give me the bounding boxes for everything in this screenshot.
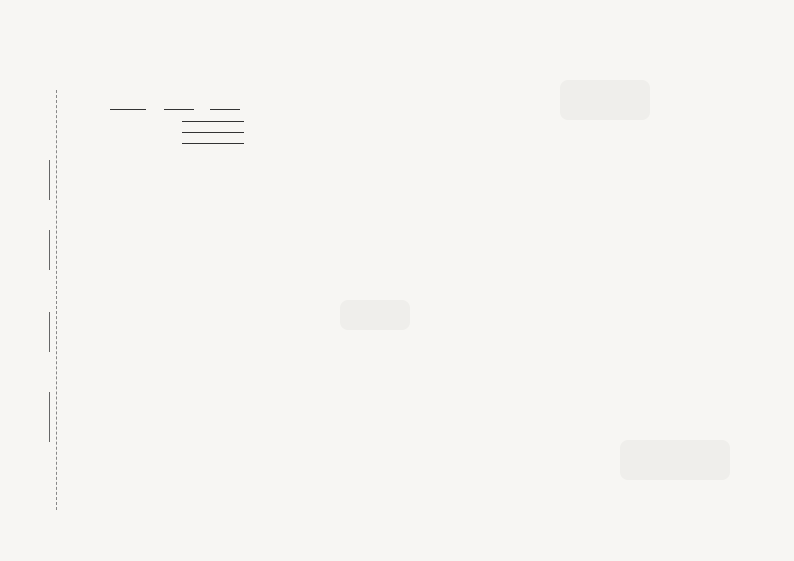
class-line [49, 312, 50, 352]
binding-margin [0, 0, 58, 561]
evaluation-blank[interactable] [182, 132, 244, 133]
scan-smudge [340, 300, 410, 330]
student-id-line [49, 230, 50, 270]
page-2 [318, 0, 518, 561]
page-1 [60, 0, 305, 561]
month-blank [164, 109, 194, 110]
overall-grade-blank[interactable] [182, 121, 244, 122]
day-blank [210, 109, 240, 110]
year-blank [110, 109, 146, 110]
cut-line [56, 90, 57, 510]
school-line [49, 392, 50, 442]
scan-smudge [620, 440, 730, 480]
writing-grade-blank[interactable] [182, 143, 244, 144]
name-line [49, 160, 50, 200]
scan-smudge [560, 80, 650, 120]
